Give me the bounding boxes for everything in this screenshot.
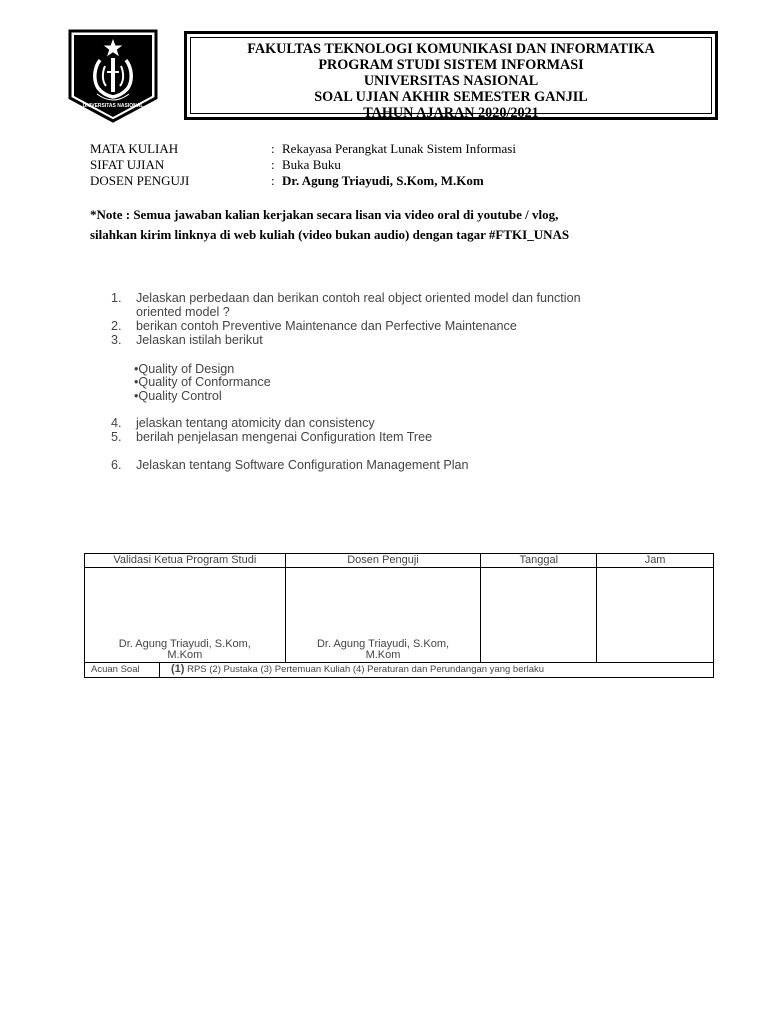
- note-line-1: *Note : Semua jawaban kalian kerjakan secara lisan via video oral di youtube / vlog,: [90, 207, 559, 222]
- info-label: SIFAT UJIAN: [90, 157, 165, 172]
- question-text: Jelaskan tentang Software Configuration Management Plan: [136, 458, 469, 472]
- reference-label: Acuan Soal: [91, 664, 140, 675]
- header-time: Jam: [597, 554, 714, 568]
- logo-text: UNIVERSITAS NASIONAL: [82, 103, 144, 109]
- exam-title: SOAL UJIAN AKHIR SEMESTER GANJIL: [314, 89, 588, 105]
- info-value: Buka Buku: [282, 157, 341, 172]
- university-logo: [67, 28, 159, 124]
- table-header-row: [85, 554, 714, 568]
- question-number: 3.: [111, 333, 122, 347]
- reference-items: [171, 663, 544, 676]
- question-number: 5.: [111, 430, 122, 444]
- question-text: oriented model ?: [136, 305, 230, 319]
- signature-cell-program-head: [85, 568, 286, 663]
- info-separator: :: [271, 173, 275, 188]
- question-number: 4.: [111, 416, 122, 430]
- date-cell: [481, 568, 597, 663]
- sub-item: •Quality of Design: [134, 362, 235, 376]
- reference-cell: [85, 663, 714, 678]
- signature-name: Dr. Agung Triayudi, S.Kom,: [316, 638, 450, 650]
- university-title: UNIVERSITAS NASIONAL: [363, 73, 539, 89]
- reference-first: (1): [171, 663, 185, 675]
- info-separator: :: [271, 141, 275, 156]
- info-label: MATA KULIAH: [90, 141, 179, 156]
- reference-row: [85, 663, 714, 678]
- program-title: PROGRAM STUDI SISTEM INFORMASI: [318, 57, 584, 73]
- info-value: Dr. Agung Triayudi, S.Kom, M.Kom: [282, 173, 484, 188]
- question-number: 6.: [111, 458, 122, 472]
- header-box: [184, 31, 718, 120]
- info-separator: :: [271, 157, 275, 172]
- signature-name: Dr. Agung Triayudi, S.Kom,: [118, 638, 251, 650]
- note-line-2: silahkan kirim linknya di web kuliah (video bukan audio) dengan tagar #FTKI_UNAS: [90, 227, 570, 242]
- reference-rest: RPS (2) Pustaka (3) Pertemuan Kuliah (4) Peraturan dan Perundangan yang berlaku: [184, 664, 545, 675]
- academic-year: TAHUN AJARAN 2020/2021: [363, 105, 539, 121]
- signature-title: M.Kom: [365, 649, 401, 661]
- signature-cell-examiner: [285, 568, 481, 663]
- sub-item: •Quality Control: [134, 389, 222, 403]
- info-value: Rekayasa Perangkat Lunak Sistem Informasi: [282, 141, 516, 156]
- question-number: 2.: [111, 319, 122, 333]
- question-text: Jelaskan perbedaan dan berikan contoh real object oriented model dan function: [136, 291, 581, 305]
- sub-item: •Quality of Conformance: [134, 375, 271, 389]
- validation-table: [84, 553, 714, 678]
- question-text: berilah penjelasan mengenai Configuration Item Tree: [136, 430, 433, 444]
- question-text: Jelaskan istilah berikut: [136, 333, 263, 347]
- question-number: 1.: [111, 291, 122, 305]
- time-cell: [597, 568, 714, 663]
- info-label: DOSEN PENGUJI: [90, 173, 190, 188]
- signature-row: [85, 568, 714, 663]
- question-text: jelaskan tentang atomicity dan consistency: [136, 416, 375, 430]
- question-text: berikan contoh Preventive Maintenance dan Perfective Maintenance: [136, 319, 517, 333]
- header-examiner: Dosen Penguji: [285, 554, 481, 568]
- header-date: Tanggal: [481, 554, 597, 568]
- header-program-head: Validasi Ketua Program Studi: [85, 554, 286, 568]
- faculty-title: FAKULTAS TEKNOLOGI KOMUNIKASI DAN INFORMATIKA: [247, 41, 655, 57]
- signature-title: M.Kom: [167, 649, 203, 661]
